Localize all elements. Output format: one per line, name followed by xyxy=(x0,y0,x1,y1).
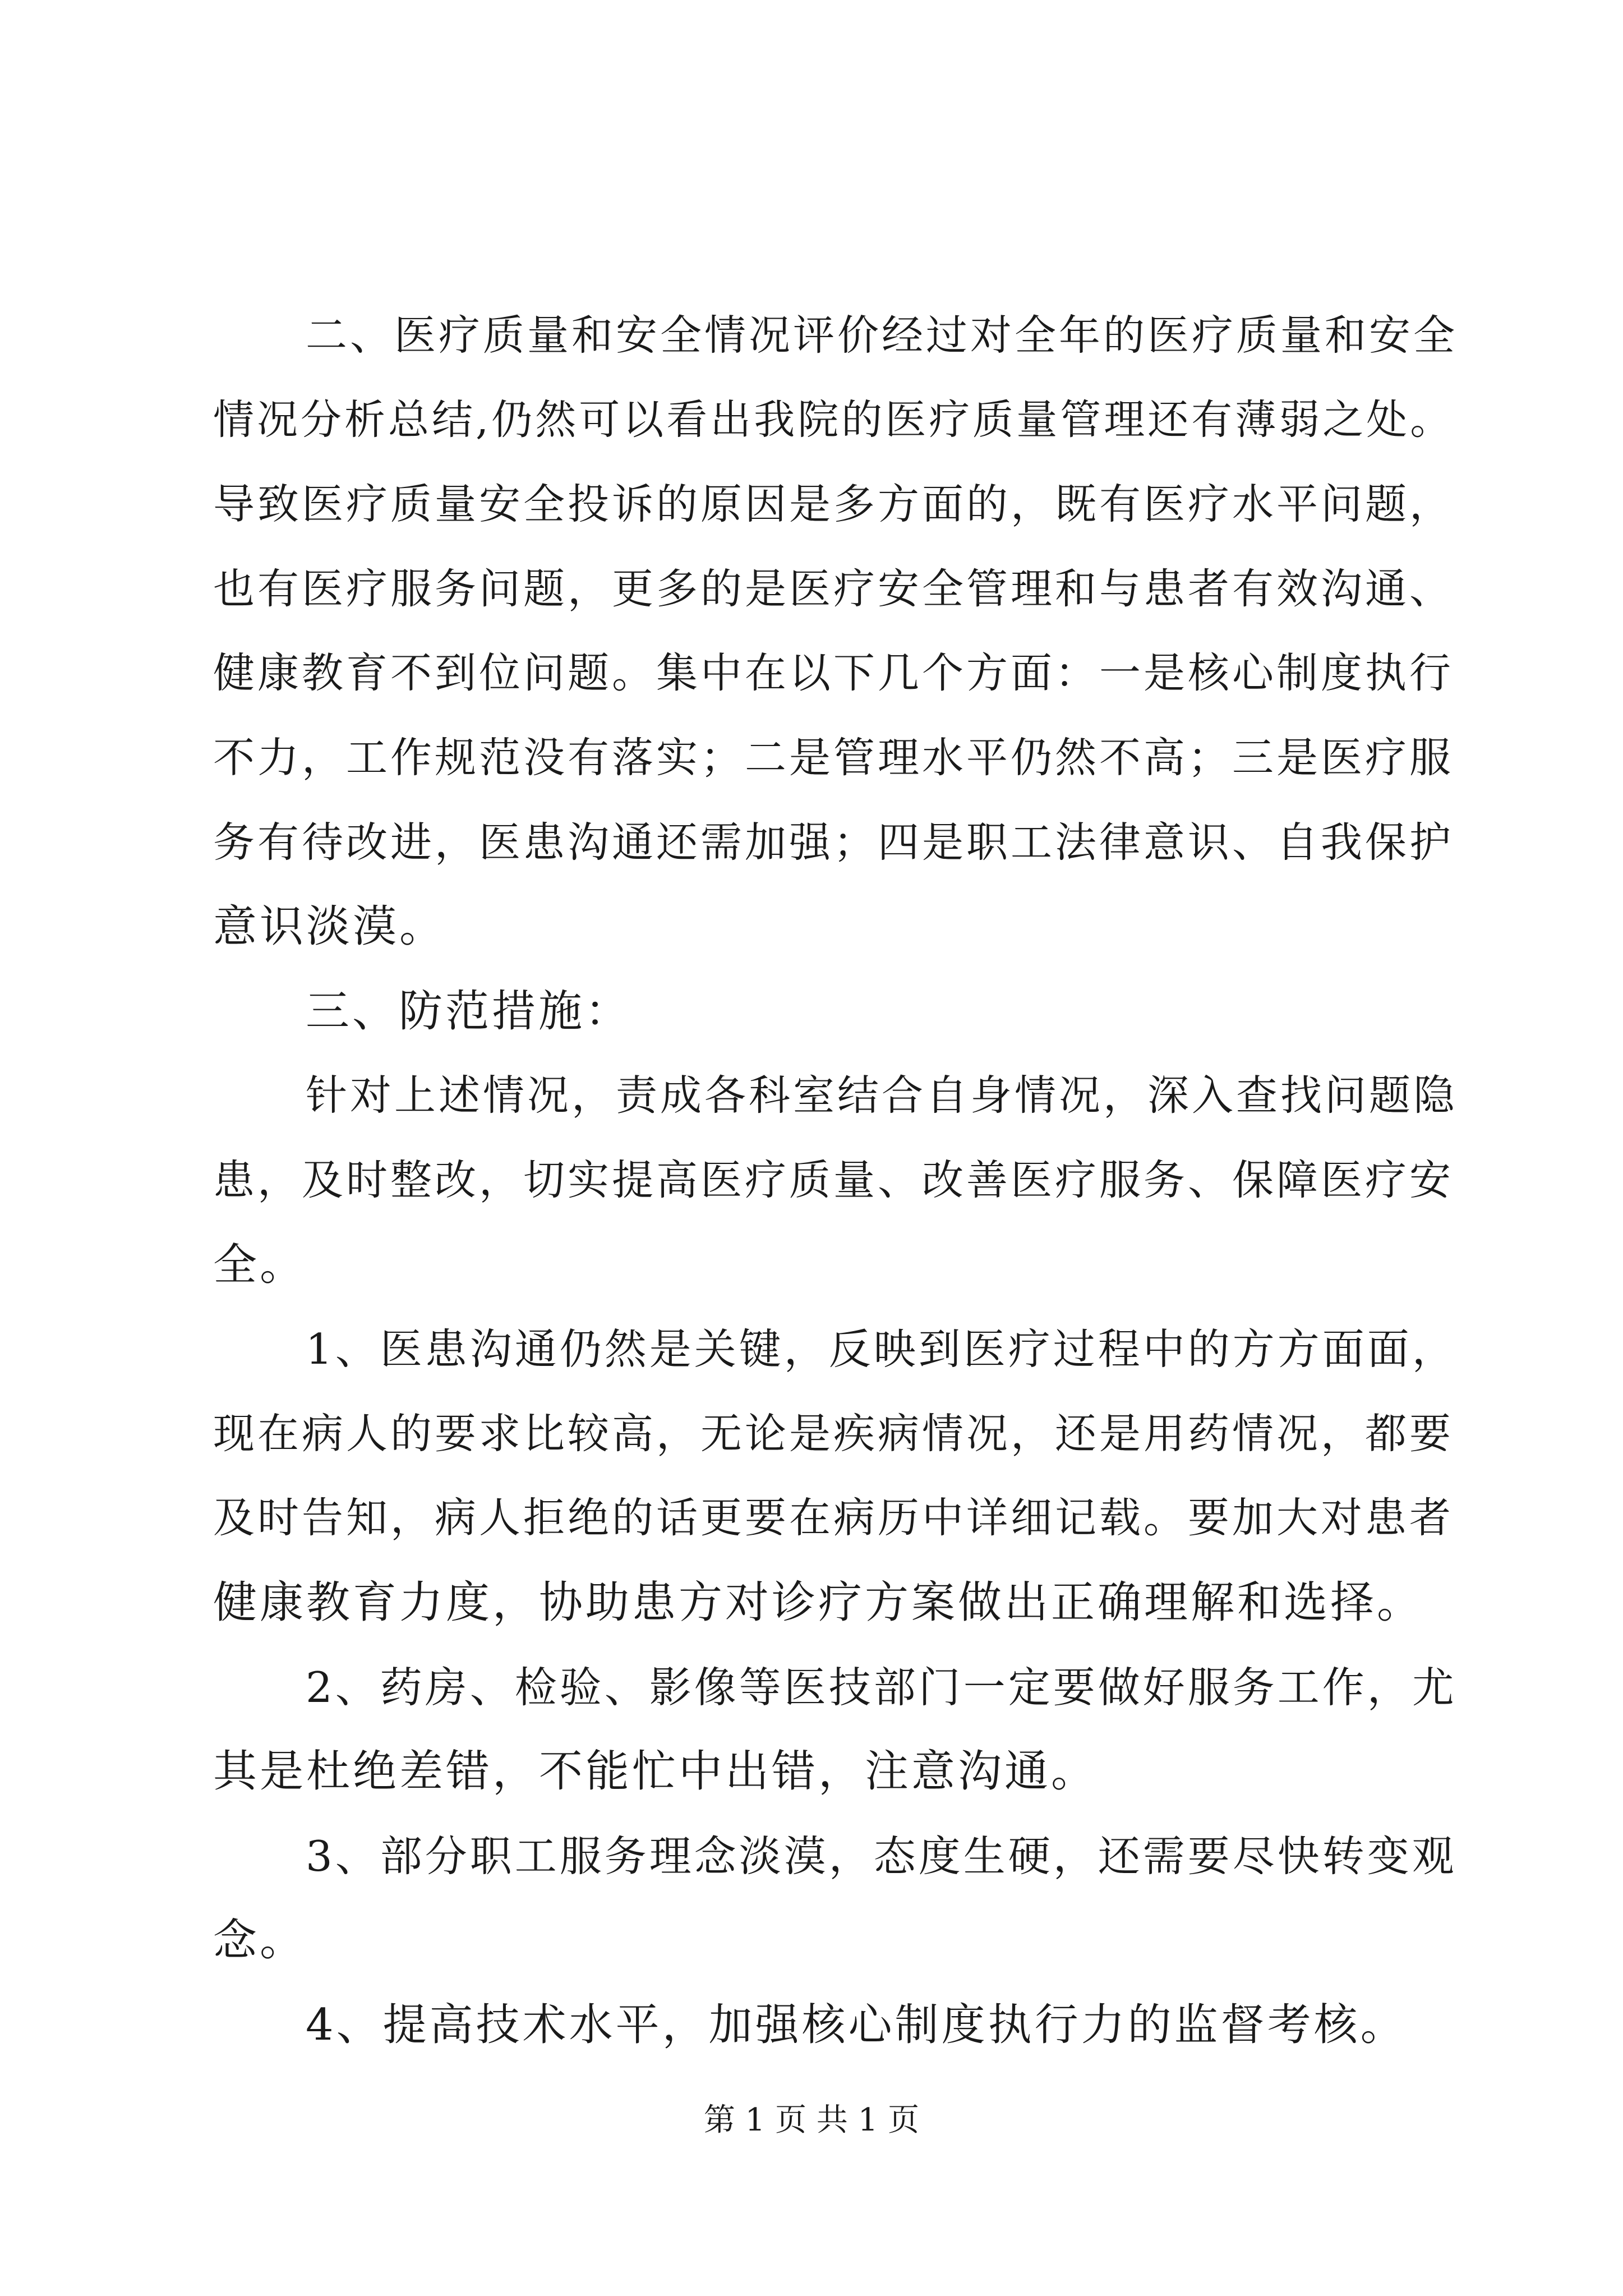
paragraph-line: 不力，工作规范没有落实；二是管理水平仍然不高；三是医疗服 xyxy=(213,734,1454,782)
list-item-line: 及时告知，病人拒绝的话更要在病历中详细记载。要加大对患者 xyxy=(213,1494,1454,1542)
list-item-line: 念。 xyxy=(213,1915,307,1966)
list-item-line: 4、提高技术水平，加强核心制度执行力的监督考核。 xyxy=(306,2000,1407,2050)
paragraph-line: 也有医疗服务问题，更多的是医疗安全管理和与患者有效沟通、 xyxy=(213,565,1454,613)
list-item-line: 3、部分职工服务理念淡漠，态度生硬，还需要尽快转变观 xyxy=(306,1832,1457,1881)
paragraph-line: 务有待改进，医患沟通还需加强；四是职工法律意识、自我保护 xyxy=(213,818,1454,867)
page-number-footer: 第 1 页 共 1 页 xyxy=(703,2102,920,2138)
list-item-line: 现在病人的要求比较高，无论是疾病情况，还是用药情况，都要 xyxy=(213,1410,1454,1458)
paragraph-line: 意识淡漠。 xyxy=(213,901,446,952)
paragraph-line: 患，及时整改，切实提高医疗质量、改善医疗服务、保障医疗安 xyxy=(213,1156,1454,1204)
list-item-line: 2、药房、检验、影像等医技部门一定要做好服务工作，尤 xyxy=(306,1663,1457,1712)
list-item-line: 1、医患沟通仍然是关键，反映到医疗过程中的方方面面， xyxy=(306,1324,1457,1374)
paragraph-line: 情况分析总结,仍然可以看出我院的医疗质量管理还有薄弱之处。 xyxy=(213,396,1454,444)
list-item-line: 健康教育力度，协助患方对诊疗方案做出正确理解和选择。 xyxy=(213,1577,1424,1628)
paragraph-line: 针对上述情况，责成各科室结合自身情况，深入查找问题隐 xyxy=(306,1071,1458,1120)
section-heading: 三、防范措施： xyxy=(306,986,632,1037)
paragraph-line: 全。 xyxy=(213,1240,307,1290)
list-item-line: 其是杜绝差错，不能忙中出错，注意沟通。 xyxy=(213,1746,1098,1797)
paragraph-line: 健康教育不到位问题。集中在以下几个方面：一是核心制度执行 xyxy=(213,649,1454,697)
paragraph-line: 导致医疗质量安全投诉的原因是多方面的，既有医疗水平问题， xyxy=(213,480,1454,528)
paragraph-line: 二、医疗质量和安全情况评价经过对全年的医疗质量和安全 xyxy=(306,311,1458,360)
